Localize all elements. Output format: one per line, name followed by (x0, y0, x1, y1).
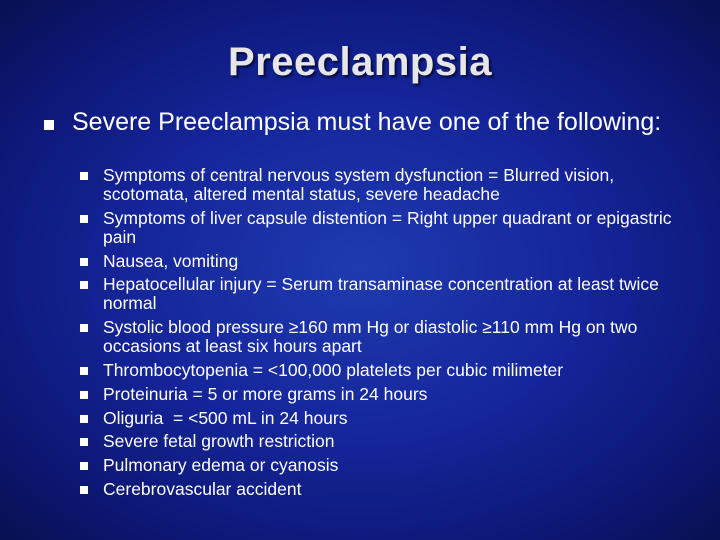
square-bullet-icon (80, 215, 88, 223)
sub-bullet-item (80, 456, 690, 475)
sub-bullet-text: Thrombocytopenia = <100,000 platelets per cubic milimeter (103, 359, 564, 380)
sub-bullet-text: Hepatocellular injury = Serum transaminase concentration at least twice normal (103, 274, 659, 314)
square-bullet-icon (80, 438, 88, 446)
sub-bullet-text: Proteinuria = 5 or more grams in 24 hours (103, 383, 428, 404)
square-bullet-icon (80, 258, 88, 266)
square-bullet-icon (80, 172, 88, 180)
sub-bullet-item (80, 318, 690, 356)
square-bullet-icon (80, 324, 88, 332)
square-bullet-icon (80, 391, 88, 399)
square-bullet-icon (80, 462, 88, 470)
sub-bullet-text: Symptoms of liver capsule distention = Right upper quadrant or epigastric pain (103, 207, 672, 247)
sub-bullet-item (80, 209, 690, 247)
sub-bullet-text: Systolic blood pressure ≥160 mm Hg or diastolic ≥110 mm Hg on two occasions at least six hours apart (103, 317, 638, 357)
square-bullet-icon (80, 281, 88, 289)
sub-bullet-item (80, 480, 690, 499)
sub-bullet-item (80, 166, 690, 204)
main-bullet-item (44, 109, 684, 135)
sub-bullet-text: Nausea, vomiting (103, 250, 239, 271)
square-bullet-icon (44, 120, 54, 130)
sub-bullet-item (80, 361, 690, 380)
sub-bullet-item (80, 385, 690, 404)
sub-bullet-text: Pulmonary edema or cyanosis (103, 455, 339, 476)
sub-bullet-item (80, 409, 690, 428)
sub-bullet-text: Severe fetal growth restriction (103, 431, 335, 452)
sub-bullet-text: Oliguria = <500 mL in 24 hours (103, 407, 348, 428)
sub-bullet-item (80, 432, 690, 451)
sub-bullet-text: Cerebrovascular accident (103, 478, 302, 499)
sub-bullet-text: Symptoms of central nervous system dysfunction = Blurred vision, scotomata, altered mental status, severe headache (103, 165, 615, 204)
square-bullet-icon (80, 367, 88, 375)
main-bullet-text: Severe Preeclampsia must have one of the following: (72, 108, 662, 136)
square-bullet-icon (80, 486, 88, 494)
square-bullet-icon (80, 415, 88, 423)
sub-bullet-list (80, 166, 690, 504)
sub-bullet-item (80, 252, 690, 271)
slide-title: Preeclampsia (228, 40, 492, 84)
sub-bullet-item (80, 275, 690, 313)
